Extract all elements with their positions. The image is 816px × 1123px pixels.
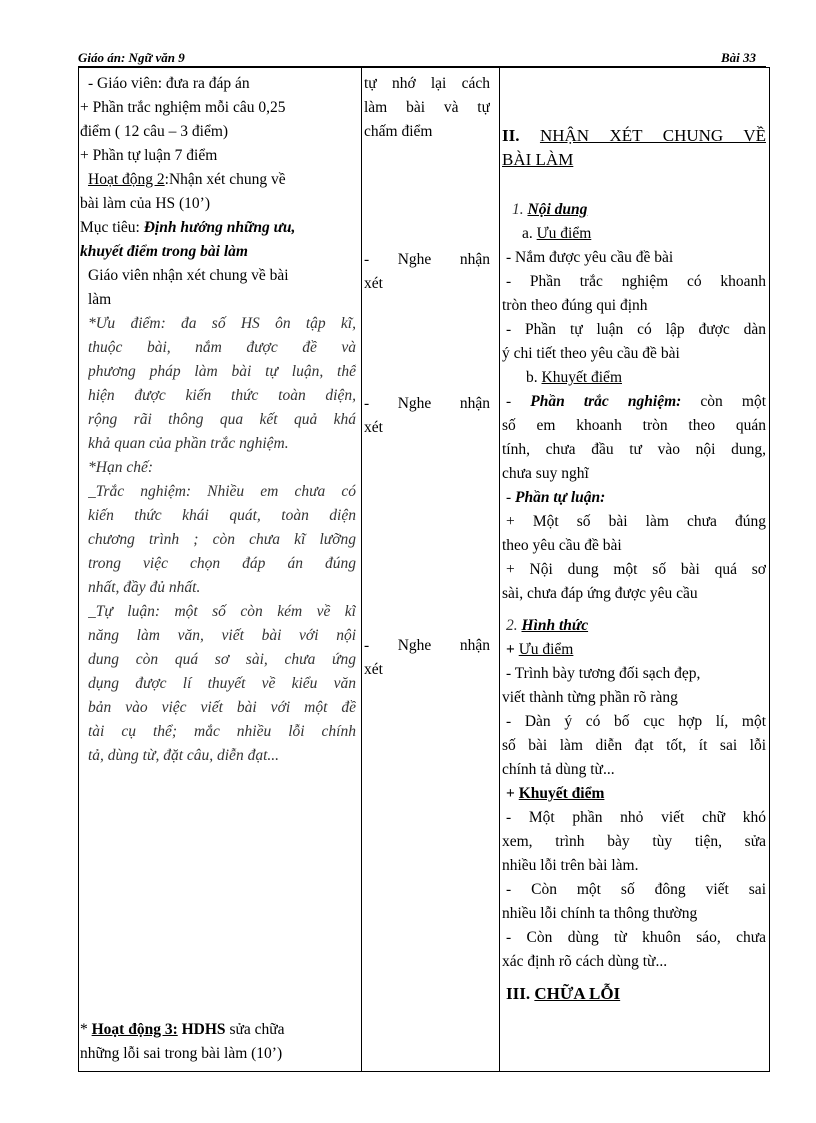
- text-line: + Phần tự luận 7 điểm: [80, 147, 218, 164]
- inline-label: Phần tự luận:: [515, 489, 606, 506]
- plus: +: [506, 785, 515, 802]
- section-2-title: NHẬN XÉT CHUNG VỀ: [539, 126, 766, 145]
- text-line: trong việc chọn đáp án đúng: [88, 555, 356, 572]
- section-3-heading: [506, 982, 620, 1006]
- subsection-title: Nội dung: [527, 201, 588, 218]
- section-3-number: III.: [506, 984, 531, 1003]
- item-letter: b.: [526, 369, 538, 386]
- text-line: + Phần trắc nghiệm mỗi câu 0,25: [80, 99, 286, 116]
- activity-2-label: Hoạt động 2: [88, 171, 165, 188]
- item-heading: [506, 782, 604, 806]
- activity-3-keyword: HDHS: [181, 1021, 226, 1038]
- text-line: - Nghe nhận: [364, 637, 490, 654]
- text-line: nhiều lỗi trên bài làm.: [502, 857, 639, 874]
- text-line: theo yêu cầu đề bài: [502, 537, 622, 554]
- student-activity-column: [364, 68, 496, 1071]
- text-line: rộng rãi thông qua kết quả khá: [88, 411, 356, 428]
- item-title: Ưu điểm: [536, 225, 592, 242]
- text-line: số bài làm diễn đạt tốt, ít sai lỗi: [502, 737, 766, 754]
- text-line: - Trình bày tương đối sạch đẹp,: [506, 665, 701, 682]
- subsection-number: 1.: [512, 201, 524, 218]
- activity-3-label: Hoạt động 3:: [91, 1021, 178, 1038]
- text-line: kiến thức khái quát, toàn diện: [88, 507, 356, 524]
- objective-label: Mục tiêu:: [80, 219, 140, 236]
- section-3-title: CHỮA LỖI: [534, 984, 621, 1003]
- item-letter: a.: [522, 225, 533, 242]
- text-line: _Tự luận: một số còn kém về kĩ: [88, 603, 356, 620]
- text-line: sài, chưa đáp ứng được yêu cầu: [502, 585, 698, 602]
- text-line: làm: [88, 291, 112, 308]
- text-line: - Còn dùng từ khuôn sáo, chưa: [506, 929, 766, 946]
- subsection-title: Hình thức: [521, 617, 589, 634]
- section-2-title-cont: BÀI LÀM: [502, 150, 574, 169]
- activity-3-star: *: [80, 1021, 88, 1038]
- text-line: khuyết điểm trong bài làm: [80, 243, 248, 260]
- section-2-heading: [502, 124, 766, 148]
- text-line: tự nhớ lại cách: [364, 75, 490, 92]
- item-heading: [506, 638, 573, 662]
- text-line: chưa suy nghĩ: [502, 465, 589, 482]
- column-divider: [499, 68, 500, 1071]
- content-column: [502, 68, 768, 1071]
- text-line: chấm điểm: [364, 123, 433, 140]
- text-line: + Nội dung một số bài quá sơ: [506, 561, 766, 578]
- text-line: xét: [364, 275, 383, 292]
- text-line: tài cụ thể; mắc nhiều lỗi chính: [88, 723, 356, 740]
- objective-text: Định hướng những ưu,: [143, 219, 296, 236]
- activity-2-title: :Nhận xét chung về: [164, 171, 286, 188]
- subsection-form: [506, 614, 588, 638]
- plus: +: [506, 641, 515, 658]
- text-line: bản vào việc viết bài với một đề: [88, 699, 356, 716]
- lesson-table: [78, 67, 770, 1072]
- activity-2-heading: [88, 168, 286, 192]
- page-header: [78, 50, 766, 67]
- text-line: nhất, đầy đủ nhất.: [88, 579, 201, 596]
- objective-line: [80, 216, 295, 240]
- column-divider: [361, 68, 362, 1071]
- text-line: - Phần tự luận có lập được dàn: [506, 321, 766, 338]
- item-heading: [522, 222, 591, 246]
- text-line: dụng được lí thuyết về kiểu văn: [88, 675, 356, 692]
- text-line: chương trình ; còn chưa kĩ lưỡng: [88, 531, 356, 548]
- activity-3-heading: [80, 1018, 285, 1042]
- section-2-number: II.: [502, 126, 520, 145]
- item-title: Ưu điểm: [518, 641, 574, 658]
- text-line: _Trắc nghiệm: Nhiều em chưa có: [88, 483, 356, 500]
- text-line: khả quan của phần trắc nghiệm.: [88, 435, 289, 452]
- text-line: nhiều lỗi chính ta thông thường: [502, 905, 698, 922]
- text-line: [506, 390, 766, 414]
- text-line: bài làm của HS (10’): [80, 195, 210, 212]
- text-line: hiện được kiến thức toàn diện,: [88, 387, 356, 404]
- text-line: tròn theo đúng qui định: [502, 297, 648, 314]
- text-line: Giáo viên nhận xét chung về bài: [88, 267, 289, 284]
- item-title: Khuyết điểm: [518, 785, 605, 802]
- inline-text: còn một: [700, 393, 766, 410]
- text-line: - Một phần nhỏ viết chữ khó: [506, 809, 766, 826]
- text-line: *Hạn chế:: [88, 459, 153, 476]
- subsection-content: [512, 198, 587, 222]
- teacher-activity-column: [80, 68, 360, 1071]
- text-line: phương pháp làm bài tự luận, thể: [88, 363, 356, 380]
- text-line: - Nắm được yêu cầu đề bài: [506, 249, 674, 266]
- text-line: xét: [364, 661, 383, 678]
- text-line: viết thành từng phần rõ ràng: [502, 689, 678, 706]
- text-line: - Phần trắc nghiệm có khoanh: [506, 273, 766, 290]
- text-line: - Nghe nhận: [364, 395, 490, 412]
- text-line: xác định rõ cách dùng từ...: [502, 953, 668, 970]
- dash: -: [506, 489, 512, 506]
- text-line: số em khoanh tròn theo quán: [502, 417, 766, 434]
- text-line: xét: [364, 419, 383, 436]
- header-right: Bài 33: [720, 50, 756, 65]
- text-line: điểm ( 12 câu – 3 điểm): [80, 123, 229, 140]
- text-line: những lỗi sai trong bài làm (10’): [80, 1045, 283, 1062]
- text-line: dung còn quá sơ sài, chưa ứng: [88, 651, 356, 668]
- text-line: - Còn một số đông viết sai: [506, 881, 766, 898]
- text-line: làm bài và tự: [364, 99, 490, 116]
- text-line: ý chi tiết theo yêu cầu đề bài: [502, 345, 680, 362]
- text-line: thuộc bài, nắm được đề và: [88, 339, 356, 356]
- header-left: Giáo án: Ngữ văn 9: [78, 50, 185, 65]
- text-line: - Nghe nhận: [364, 251, 490, 268]
- dash: -: [506, 393, 512, 410]
- text-line: *Ưu điểm: đa số HS ôn tập kĩ,: [88, 315, 356, 332]
- text-line: + Một số bài làm chưa đúng: [506, 513, 766, 530]
- subsection-number: 2.: [506, 617, 518, 634]
- text-line: tính, chưa đầu tư vào nội dung,: [502, 441, 766, 458]
- inline-label: Phần trắc nghiệm:: [530, 393, 682, 410]
- text-line: - Dàn ý có bố cục hợp lí, một: [506, 713, 766, 730]
- activity-3-title: sửa chữa: [229, 1021, 285, 1038]
- item-title: Khuyết điểm: [541, 369, 622, 386]
- text-line: - Giáo viên: đưa ra đáp án: [88, 75, 250, 92]
- text-line: xem, trình bày tùy tiện, sửa: [502, 833, 766, 850]
- item-heading: [526, 366, 622, 390]
- text-line: [506, 486, 605, 510]
- text-line: tả, dùng từ, đặt câu, diễn đạt...: [88, 747, 279, 764]
- text-line: năng làm văn, viết bài với nội: [88, 627, 356, 644]
- text-line: chính tả dùng từ...: [502, 761, 615, 778]
